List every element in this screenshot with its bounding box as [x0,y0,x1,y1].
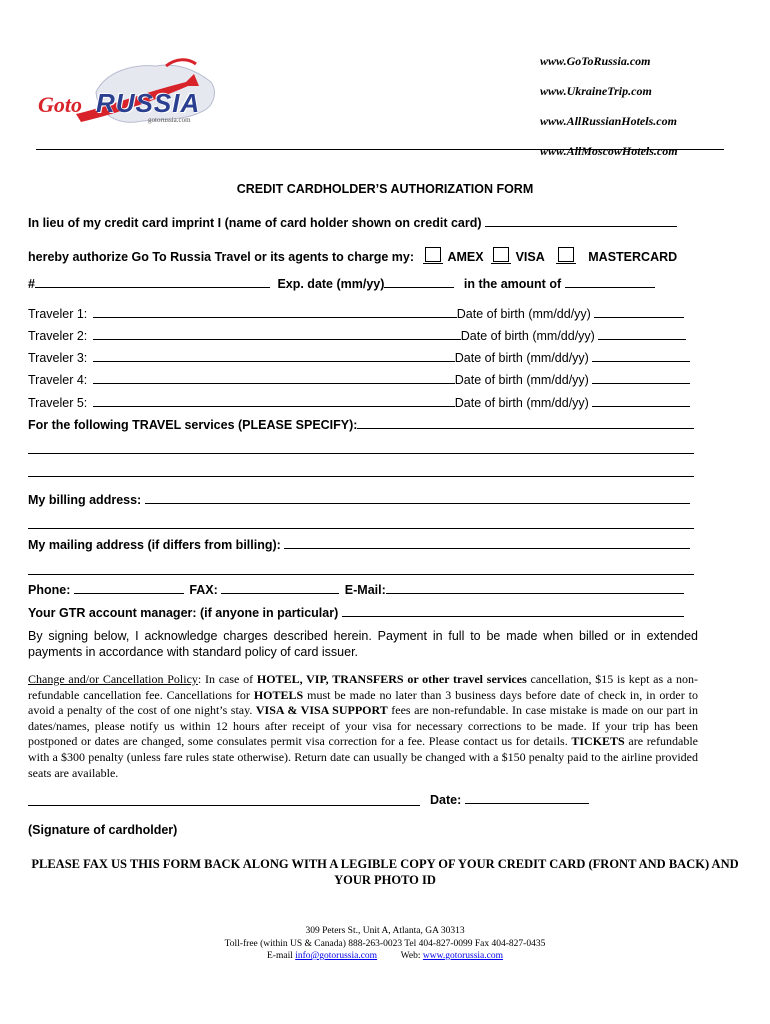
amex-checkbox[interactable] [425,247,441,262]
visa-label: VISA [515,250,545,264]
date-row [430,793,589,807]
mailing-field[interactable] [284,548,690,549]
email-field[interactable] [386,593,684,594]
billing-row [28,493,690,507]
company-logo [36,52,226,142]
footer [0,925,770,963]
traveler-row [28,373,690,387]
services-field[interactable] [357,428,694,429]
policy-bold-services: HOTEL, VIP, TRANSFERS or other travel services [256,672,527,686]
authorize-label: hereby authorize Go To Russia Travel or its agents to charge my: [28,250,414,264]
amount-label: in the amount of [463,277,562,291]
cardholder-name-label: In lieu of my credit card imprint I (name of card holder shown on credit card) [28,216,482,230]
mailing-label: My mailing address (if differs from billing): [28,538,281,552]
billing-extra-line[interactable] [28,528,694,529]
services-row [28,418,694,432]
traveler-name-field[interactable] [93,383,455,384]
traveler-row [28,329,686,343]
billing-field[interactable] [145,503,690,504]
dob-field[interactable] [592,406,690,407]
signature-label: (Signature of cardholder) [28,823,178,837]
policy-heading: Change and/or Cancellation Policy [28,672,198,686]
fax-label: FAX: [189,583,218,597]
phone-field[interactable] [74,593,184,594]
dob-field[interactable] [592,383,690,384]
footer-email-link[interactable]: info@gotorussia.com [295,951,378,961]
traveler-name-field[interactable] [93,361,455,362]
exp-date-label: Exp. date (mm/yy) [277,277,385,291]
traveler-name-field[interactable] [93,406,455,407]
phone-label: Phone: [28,583,71,597]
website-list [540,46,678,166]
card-number-row [28,277,655,291]
logo-goto-text: Goto [38,92,82,117]
footer-web-label: Web: [400,951,421,961]
cardholder-name-field[interactable] [485,226,677,227]
dob-label: Date of birth (mm/dd/yy) [454,373,589,387]
fax-field[interactable] [221,593,339,594]
card-number-field[interactable] [35,287,270,288]
cardholder-name-row [28,216,677,230]
amount-field[interactable] [565,287,655,288]
dob-label: Date of birth (mm/dd/yy) [456,307,591,321]
footer-web-link[interactable]: www.gotorussia.com [422,951,503,961]
traveler-label: Traveler 2: [28,329,88,343]
footer-address: 309 Peters St., Unit A, Atlanta, GA 30313 [305,926,465,936]
website-allmoscowhotels: www.AllMoscowHotels.com [540,144,678,158]
traveler-row [28,307,684,321]
date-field[interactable] [465,803,589,804]
website-ukrainetrip: www.UkraineTrip.com [540,84,652,98]
billing-label: My billing address: [28,493,142,507]
mailing-extra-line[interactable] [28,574,694,575]
dob-label: Date of birth (mm/dd/yy) [454,351,589,365]
traveler-row [28,351,690,365]
traveler-label: Traveler 5: [28,396,88,410]
dob-field[interactable] [598,339,686,340]
policy-text: must be made no later than 3 business days before date of check in, in order to avoid a penalty of the cost of one night’s stay. [28,687,699,718]
manager-field[interactable] [342,616,684,617]
policy-text: cancellation, $15 is kept as a non-refundable cancellation fee. Cancellations for [28,672,698,702]
website-allrussianhotels: www.AllRussianHotels.com [540,114,677,128]
traveler-label: Traveler 1: [28,307,88,321]
authorize-row [28,247,677,264]
dob-field[interactable] [592,361,690,362]
policy-text: are refundable with a $300 penalty (unless fare rules state otherwise). Return date can usually be changed with a $150 penalty paid to the airline provided seats are available. [28,734,698,780]
logo-small-text: gotorussia.com [148,116,191,124]
card-number-label: # [28,277,35,291]
footer-phones: Toll-free (within US & Canada) 888-263-0023 Tel 404-827-0099 Fax 404-827-0435 [224,938,546,949]
mastercard-checkbox[interactable] [558,247,574,262]
policy-text: fees are non-refundable. In case mistake is made on our part in dates/names, please notify us within 12 hours after receipt of your visa for necessary corrections to be made. If your trip has been postponed or dates are changed, some consulates permit visa correction for a fee. Please contact us for details. [28,703,699,749]
services-extra-line[interactable] [28,453,694,454]
exp-date-field[interactable] [384,287,454,288]
footer-contacts [0,950,770,963]
policy-bold-hotels: HOTELS [253,687,304,702]
traveler-row [28,396,690,410]
form-title: CREDIT CARDHOLDER’S AUTHORIZATION FORM [236,182,534,196]
traveler-name-field[interactable] [93,317,457,318]
website-gotorussia: www.GoToRussia.com [540,54,651,68]
date-label: Date: [430,793,462,807]
dob-label: Date of birth (mm/dd/yy) [454,396,589,410]
logo-russia-text: RUSSIA [96,88,201,118]
services-extra-line[interactable] [28,476,694,477]
traveler-name-field[interactable] [93,339,461,340]
policy-text: : In case of [197,672,257,686]
dob-label: Date of birth (mm/dd/yy) [460,329,595,343]
header-divider [36,149,724,150]
visa-checkbox[interactable] [493,247,509,262]
contact-row [28,583,684,597]
mailing-row [28,538,690,552]
manager-label: Your GTR account manager: (if anyone in particular) [28,606,339,620]
dob-field[interactable] [594,317,684,318]
traveler-label: Traveler 4: [28,373,88,387]
cancellation-policy [28,672,698,781]
email-label: E-Mail: [344,583,386,597]
traveler-label: Traveler 3: [28,351,88,365]
footer-email-label: E-mail [267,951,293,961]
services-label: For the following TRAVEL services (PLEASE SPECIFY): [28,418,358,432]
mastercard-label: MASTERCARD [588,250,678,264]
manager-row [28,606,684,620]
fax-notice: PLEASE FAX US THIS FORM BACK ALONG WITH A LEGIBLE COPY OF YOUR CREDIT CARD (FRONT AND BACK) AND YOUR PHOTO ID [31,857,739,887]
amex-label: AMEX [447,250,484,264]
signature-field[interactable] [28,805,420,806]
acknowledge-text: By signing below, I acknowledge charges described herein. Payment in full to be made when billed or in extended payments in accordance with standard policy of card issuer. [28,629,698,659]
policy-bold-tickets: TICKETS [571,734,625,749]
policy-bold-visa: VISA & VISA SUPPORT [255,703,388,718]
